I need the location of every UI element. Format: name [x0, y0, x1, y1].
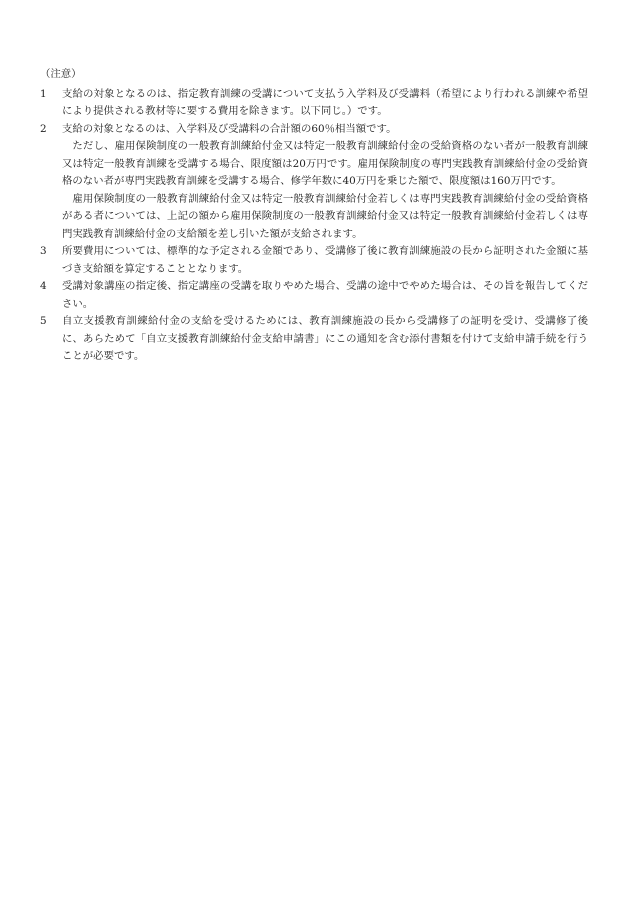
note-number: 1 — [40, 87, 47, 100]
note-body — [62, 121, 588, 244]
note-item — [40, 243, 588, 278]
note-body — [62, 313, 588, 366]
note-number: 2 — [40, 122, 47, 135]
note-item — [40, 313, 588, 366]
note-item — [40, 121, 588, 244]
note-text: 支給の対象となるのは、入学料及び受講料の合計額の60％相当額です。 — [62, 122, 397, 135]
notes-heading: （注意） — [40, 68, 82, 80]
note-body — [62, 86, 588, 121]
note-text: 受講対象講座の指定後、指定講座の受講を取りやめた場合、受講の途中でやめた場合は、その旨を報告してください。 — [62, 280, 588, 310]
note-body — [62, 278, 588, 313]
note-number: 4 — [40, 280, 47, 292]
notes-section — [40, 66, 588, 366]
note-item — [40, 86, 588, 121]
note-number: 5 — [40, 315, 47, 327]
note-subparagraph: 雇用保険制度の一般教育訓練給付金又は特定一般教育訓練給付金若しくは専門実践教育訓練給付金の受給資格がある者については、上記の額から雇用保険制度の一般教育訓練給付金又は特定一般教育訓練給付金若しくは専門実践教育訓練給付金の支給額を差し引いた額が支給されます。 — [62, 192, 588, 240]
note-text: 支給の対象となるのは、指定教育訓練の受講について支払う入学料及び受講料（希望により行われる訓練や希望により提供される教材等に要する費用を除きます。以下同じ。）です。 — [62, 87, 588, 117]
note-number: 3 — [40, 245, 47, 257]
note-text: 所要費用については、標準的な予定される金額であり、受講修了後に教育訓練施設の長から証明された金額に基づき支給額を算定することとなります。 — [62, 245, 588, 275]
note-text: 自立支援教育訓練給付金の支給を受けるためには、教育訓練施設の長から受講修了の証明を受け、受講修了後に、あらためて「自立支援教育訓練給付金支給申請書」にこの通知を含む添付書類を付けて支給申請手続を行うことが必要です。 — [62, 315, 588, 362]
note-body — [62, 243, 588, 278]
note-item — [40, 278, 588, 313]
note-subparagraph: ただし、雇用保険制度の一般教育訓練給付金又は特定一般教育訓練給付金の受給資格のない者が一般教育訓練又は特定一般教育訓練を受講する場合、限度額は20万円です。雇用保険制度の専門実践教育訓練給付金の受給資格のない者が専門実践教育訓練を受講する場合、修学年数に40万円を乗じた額で、限度額は160万円です。 — [62, 140, 588, 187]
